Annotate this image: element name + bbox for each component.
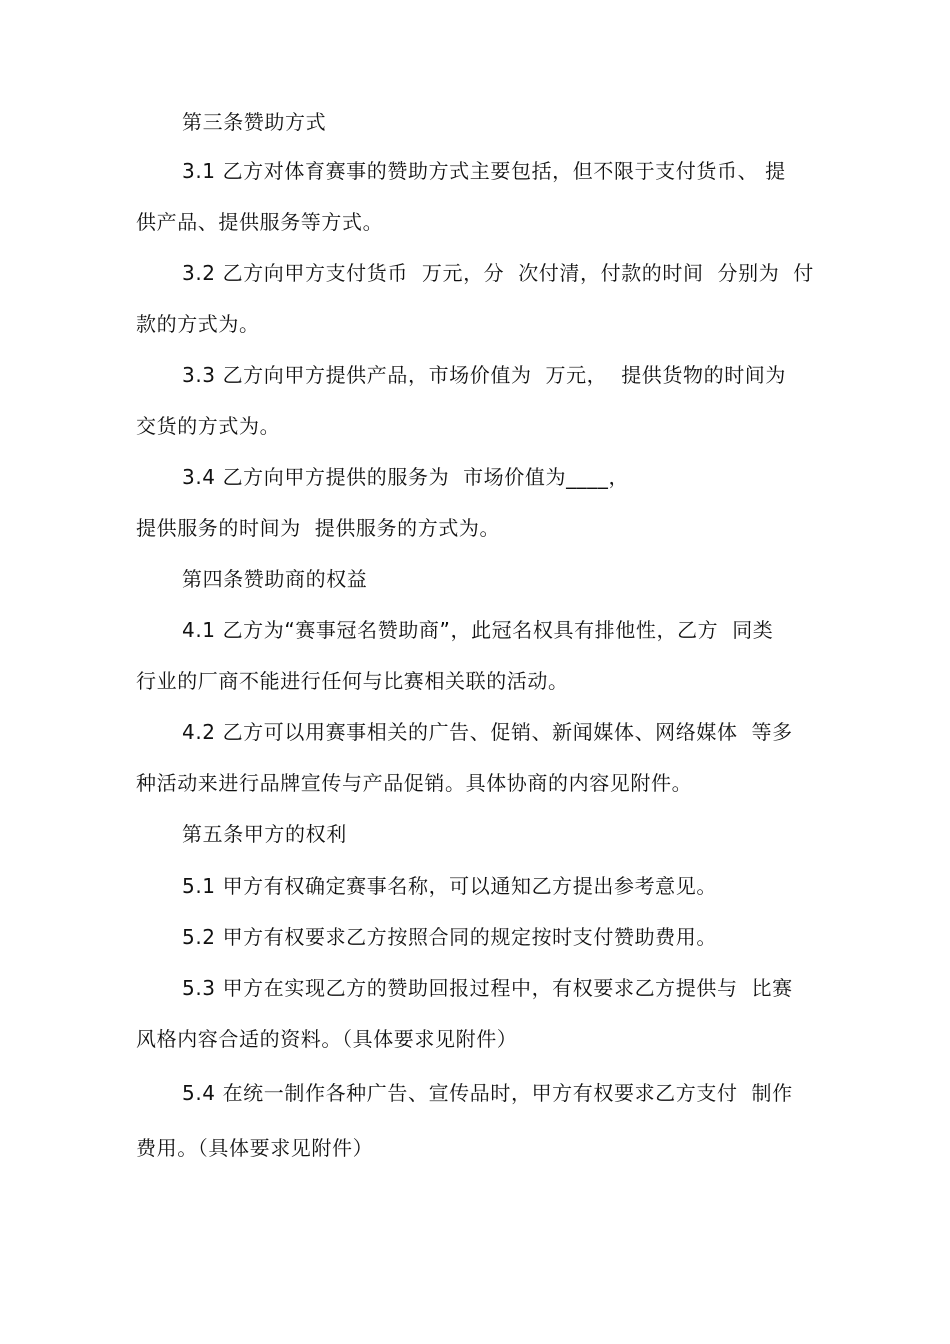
clause-5-4-line-1: 5.4 在统一制作各种广告、宣传品时，甲方有权要求乙方支付 制作: [182, 1081, 793, 1105]
clause-4-2-line-2: 种活动来进行品牌宣传与产品促销。具体协商的内容见附件。: [136, 771, 693, 795]
clause-5-3-line-1: 5.3 甲方在实现乙方的赞助回报过程中，有权要求乙方提供与 比赛: [182, 976, 793, 1000]
clause-3-2-line-1: 3.2 乙方向甲方支付货币 万元，分 次付清，付款的时间 分别为 付: [182, 261, 814, 285]
clause-3-1-line-1: 3.1 乙方对体育赛事的赞助方式主要包括，但不限于支付货币、 提: [182, 159, 786, 183]
clause-3-3-line-2: 交货的方式为。: [136, 414, 281, 438]
clause-4-1-line-2: 行业的厂商不能进行任何与比赛相关联的活动。: [136, 669, 569, 693]
clause-3-4-line-1: 3.4 乙方向甲方提供的服务为 市场价值为____，: [182, 465, 630, 489]
clause-5-4-line-2: 费用。（具体要求见附件）: [136, 1136, 374, 1160]
clause-4-1-line-1: 4.1 乙方为“赛事冠名赞助商”，此冠名权具有排他性，乙方 同类: [182, 618, 774, 642]
clause-3-2-line-2: 款的方式为。: [136, 312, 260, 336]
clause-5-2: 5.2 甲方有权要求乙方按照合同的规定按时支付赞助费用。: [182, 925, 717, 949]
section-4-heading: 第四条赞助商的权益: [182, 567, 368, 591]
clause-3-1-line-2: 供产品、提供服务等方式。: [136, 210, 384, 234]
section-5-heading: 第五条甲方的权利: [182, 822, 347, 846]
clause-3-3-line-1: 3.3 乙方向甲方提供产品，市场价值为 万元， 提供货物的时间为: [182, 363, 786, 387]
section-3-heading: 第三条赞助方式: [182, 110, 327, 134]
clause-4-2-line-1: 4.2 乙方可以用赛事相关的广告、促销、新闻媒体、网络媒体 等多: [182, 720, 793, 744]
clause-5-1: 5.1 甲方有权确定赛事名称，可以通知乙方提出参考意见。: [182, 874, 717, 898]
clause-3-4-line-2: 提供服务的时间为 提供服务的方式为。: [136, 516, 501, 540]
clause-5-3-line-2: 风格内容合适的资料。（具体要求见附件）: [136, 1027, 518, 1051]
